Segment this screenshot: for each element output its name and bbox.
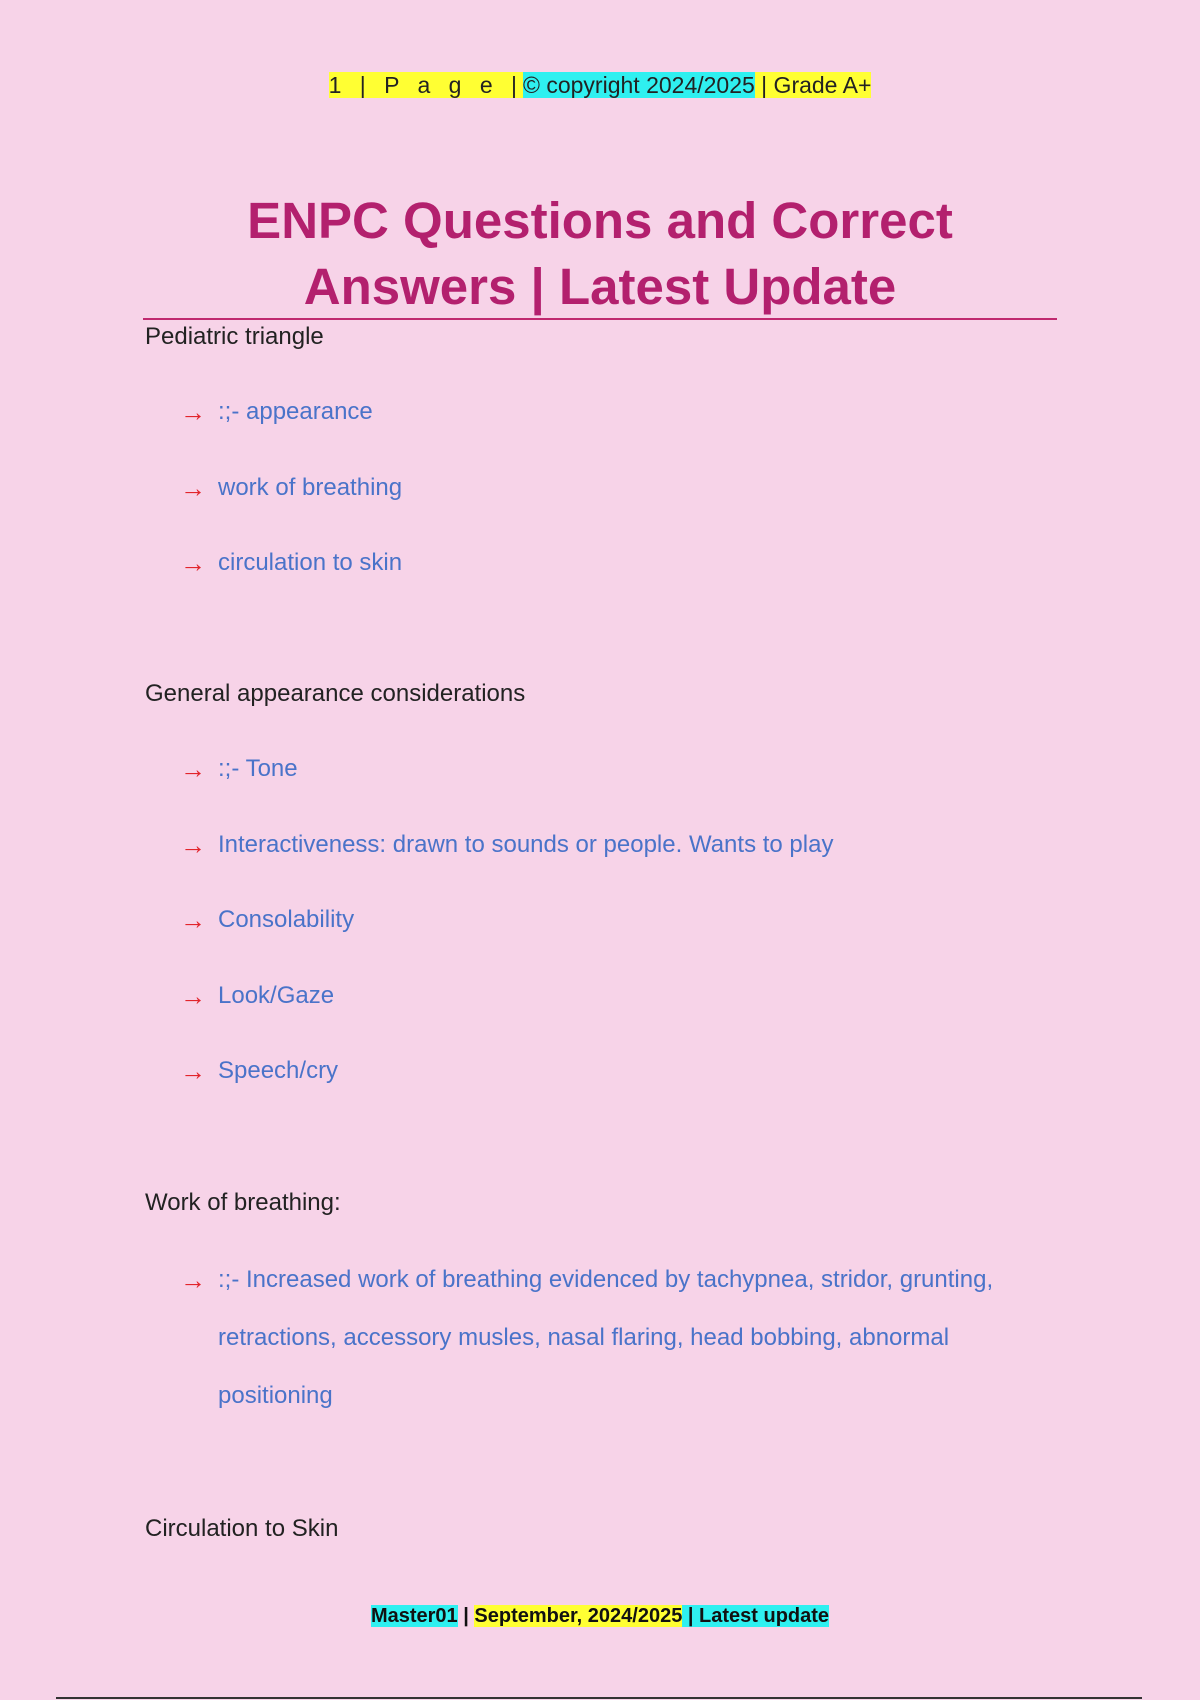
title-line-2: Answers | Latest Update xyxy=(303,258,897,315)
page-footer xyxy=(0,1602,1200,1630)
list-item xyxy=(180,981,334,1011)
list-item-text: Interactiveness: drawn to sounds or people. Wants to play xyxy=(218,831,834,858)
list-item xyxy=(180,1056,338,1086)
arrow-right-icon: → xyxy=(180,397,206,427)
arrow-right-icon: → xyxy=(180,1056,206,1086)
footer-author: Master01 xyxy=(370,1605,458,1627)
list-item-text: Speech/cry xyxy=(218,1057,339,1084)
page-number-label: 1 | P a g e | xyxy=(328,72,524,98)
list-item-text: Look/Gaze xyxy=(218,982,335,1009)
footer-divider xyxy=(56,1697,1142,1699)
section-heading-circulation-to-skin: Circulation to Skin xyxy=(145,1515,339,1542)
list-item-text: Consolability xyxy=(218,906,355,933)
list-item xyxy=(180,754,298,784)
arrow-right-icon: → xyxy=(180,830,206,860)
section-heading-work-of-breathing: Work of breathing: xyxy=(145,1189,341,1216)
footer-update-label: | Latest update xyxy=(682,1605,830,1627)
section-heading-pediatric-triangle: Pediatric triangle xyxy=(145,323,324,350)
list-item xyxy=(180,830,833,860)
arrow-right-icon: → xyxy=(180,1265,206,1295)
document-title xyxy=(143,188,1057,320)
list-item-text: :;- Increased work of breathing evidenced by tachypnea, stridor, grunting, retractions, accessory musles, nasal flaring, head bobbing, abnormal positioning xyxy=(218,1266,994,1409)
list-item xyxy=(180,548,402,578)
section-heading-general-appearance: General appearance considerations xyxy=(145,680,526,707)
arrow-right-icon: → xyxy=(180,754,206,784)
list-item-text: circulation to skin xyxy=(218,549,403,576)
arrow-right-icon: → xyxy=(180,548,206,578)
arrow-right-icon: → xyxy=(180,981,206,1011)
arrow-right-icon: → xyxy=(180,473,206,503)
list-item-text: :;- appearance xyxy=(218,398,373,425)
title-line-1: ENPC Questions and Correct xyxy=(247,192,953,249)
copyright-label: © copyright 2024/2025 xyxy=(523,72,755,98)
page-header xyxy=(0,70,1200,100)
grade-label: | Grade A+ xyxy=(754,72,872,98)
list-item-text: :;- Tone xyxy=(218,755,298,782)
footer-separator: | xyxy=(457,1605,475,1627)
list-item xyxy=(180,905,354,935)
list-item xyxy=(180,397,373,427)
arrow-right-icon: → xyxy=(180,905,206,935)
footer-date: September, 2024/2025 xyxy=(474,1605,683,1627)
title-divider xyxy=(143,318,1057,320)
list-item-text: work of breathing xyxy=(218,474,403,501)
list-item xyxy=(180,1265,1038,1425)
list-item xyxy=(180,473,402,503)
